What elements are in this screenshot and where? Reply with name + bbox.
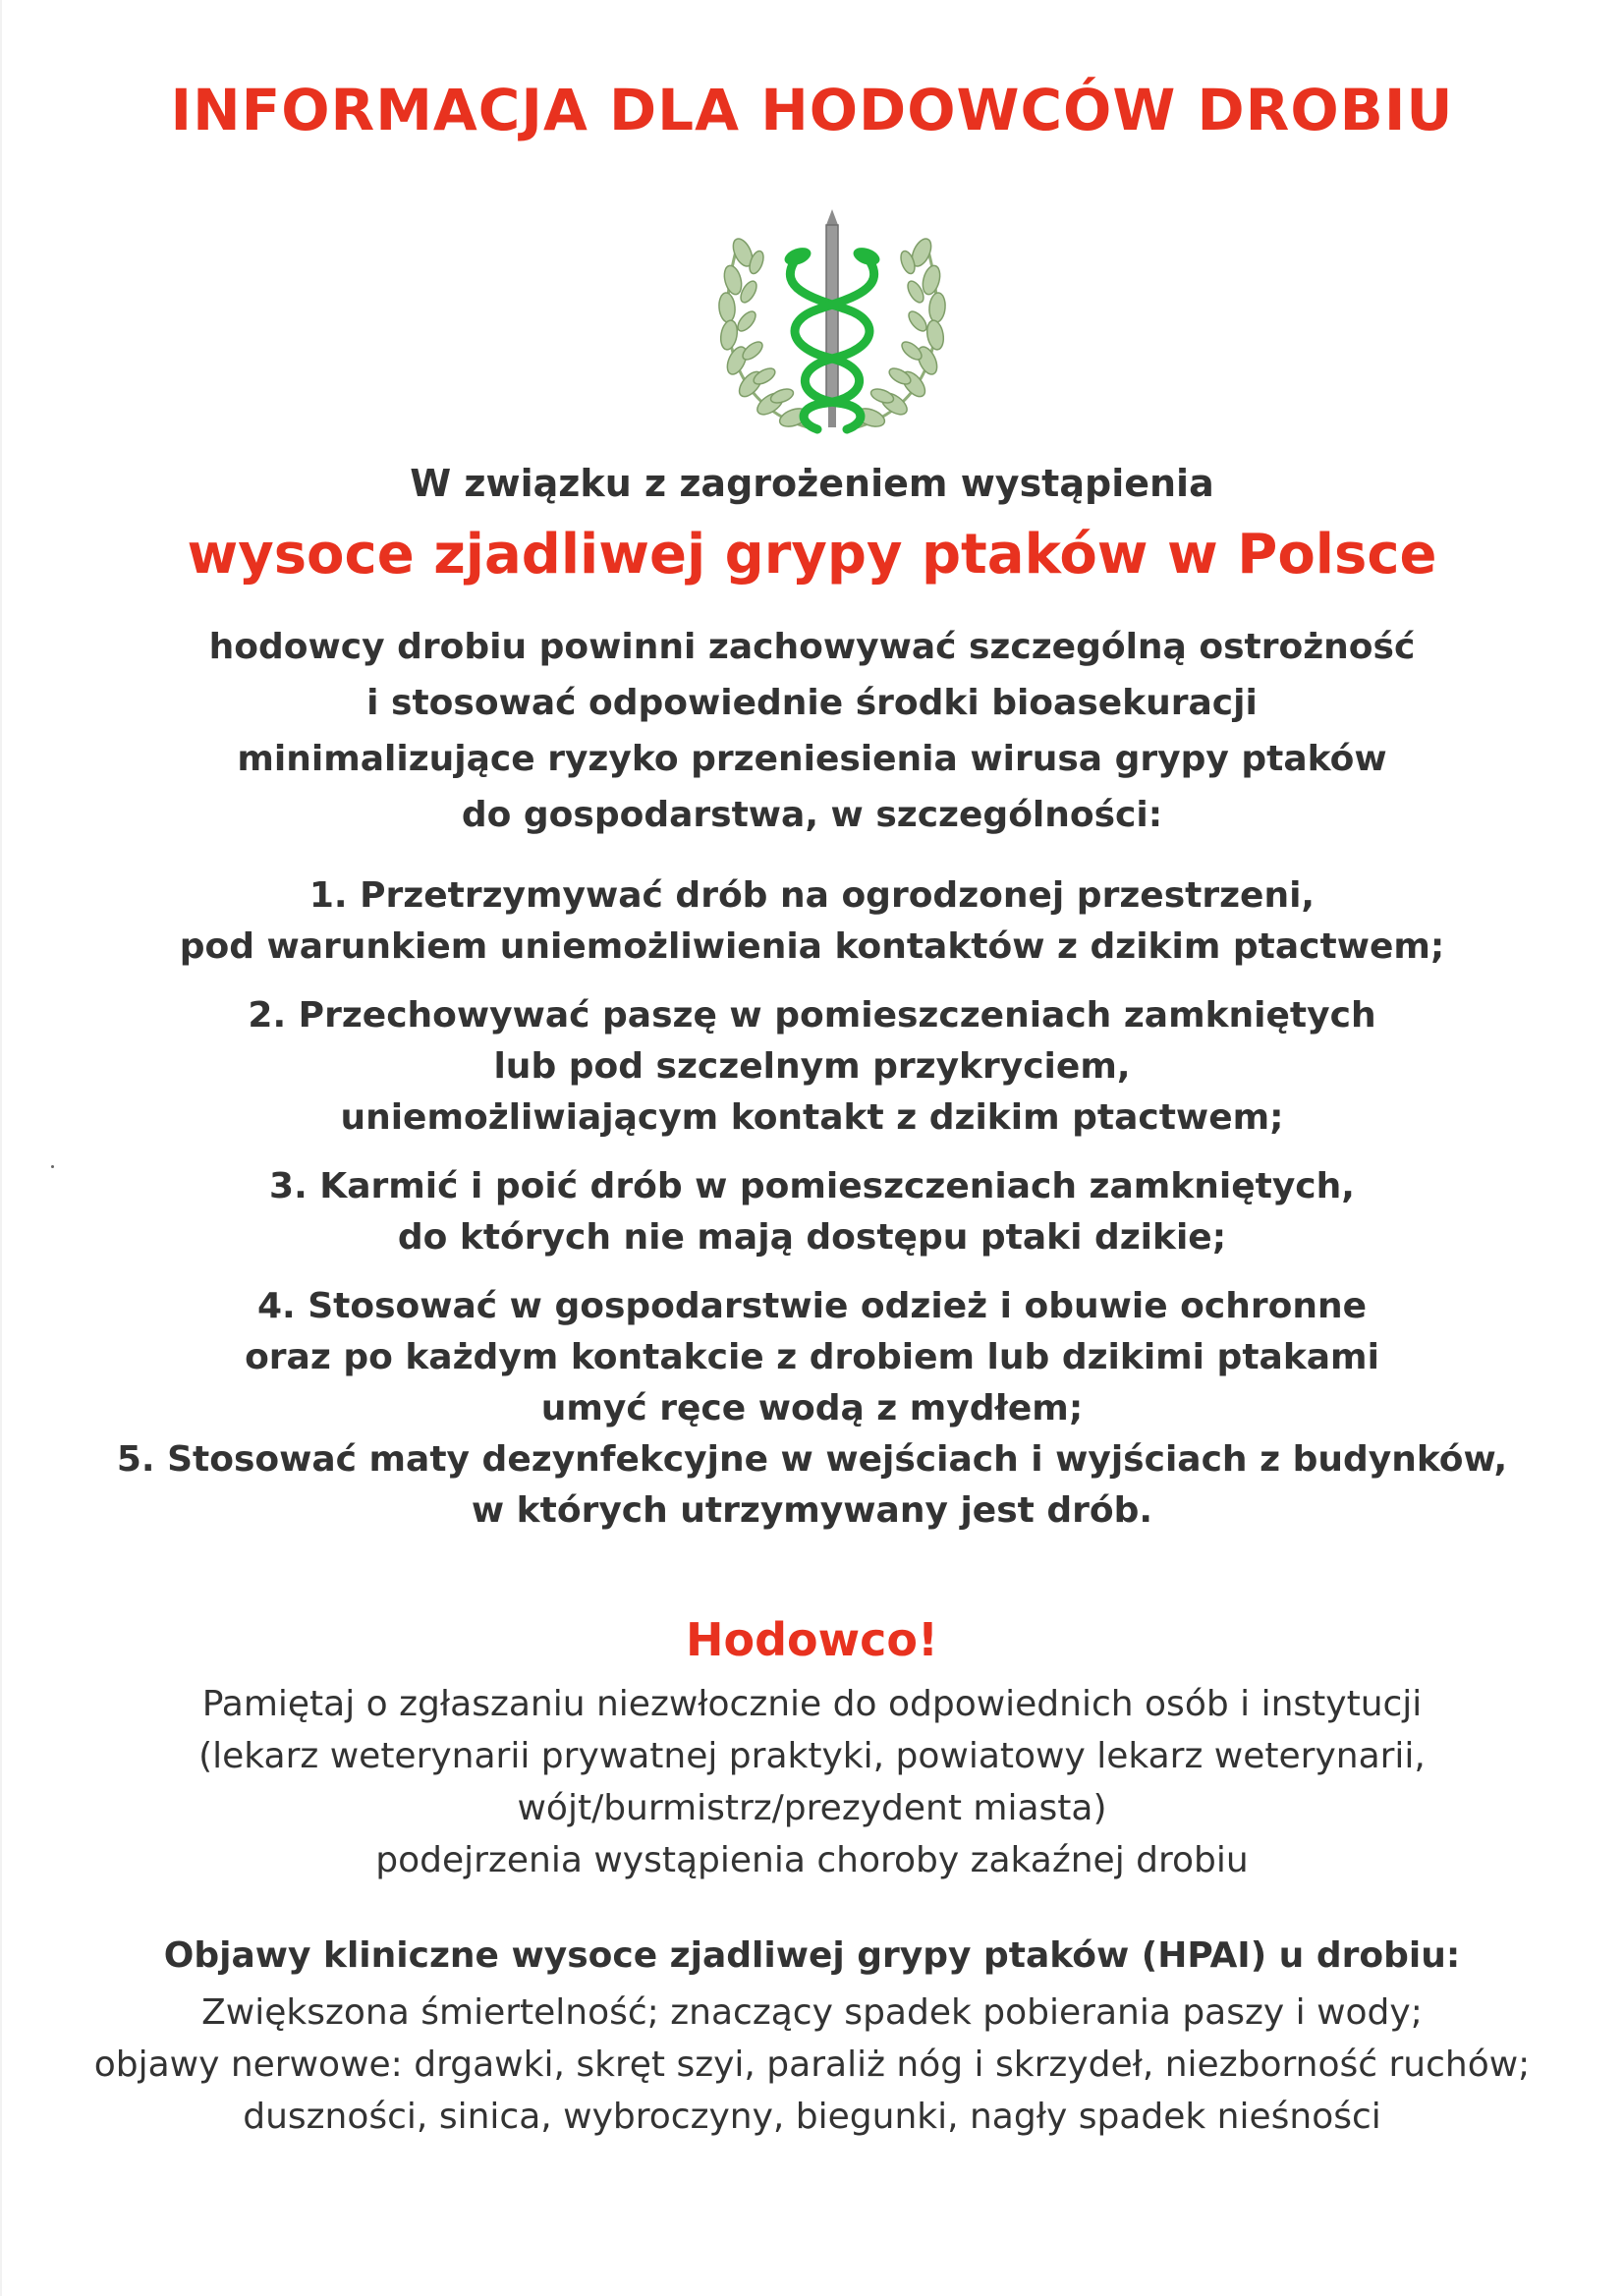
breeder-notice	[0, 1678, 1624, 1886]
rule-line: 5. Stosować maty dezynfekcyjne w wejściach i wyjściach z budynków,	[116, 1439, 1508, 1480]
biosecurity-rules-list	[0, 870, 1624, 1537]
rule-line: 4. Stosować w gospodarstwie odzież i obuwie ochronne	[256, 1286, 1368, 1326]
rule-line: umyć ręce wodą z mydłem;	[540, 1388, 1084, 1428]
rule-line: oraz po każdym kontakcie z drobiem lub dzikimi ptakami	[245, 1337, 1379, 1377]
rule-line: do których nie mają dostępu ptaki dzikie;	[397, 1217, 1227, 1258]
symptoms-line: duszności, sinica, wybroczyny, biegunki, nagły spadek nieśności	[243, 2097, 1381, 2137]
breeder-notice-line: (lekarz weterynarii prywatnej praktyki, powiatowy lekarz weterynarii,	[198, 1736, 1426, 1776]
symptoms-list	[0, 1987, 1624, 2143]
intro-line-1: W związku z zagrożeniem wystąpienia	[410, 462, 1214, 505]
caduceus-wreath-icon	[700, 201, 965, 442]
breeder-notice-line: wójt/burmistrz/prezydent miasta)	[517, 1788, 1107, 1828]
symptoms-heading: Objawy kliniczne wysoce zjadliwej grypy ptaków (HPAI) u drobiu:	[163, 1935, 1461, 1976]
rule-line: w których utrzymywany jest drób.	[471, 1490, 1153, 1531]
breeder-notice-line: podejrzenia wystąpienia choroby zakaźnej drobiu	[375, 1840, 1249, 1880]
intro-paragraph-line: i stosować odpowiednie środki bioasekuracji	[366, 683, 1258, 723]
intro-headline: wysoce zjadliwej grypy ptaków w Polsce	[187, 523, 1437, 587]
breeder-heading: Hodowco!	[686, 1613, 938, 1666]
rule-line: uniemożliwiającym kontakt z dzikim ptactwem;	[340, 1097, 1284, 1138]
rule-line: 1. Przetrzymywać drób na ogrodzonej przestrzeni,	[308, 875, 1316, 916]
intro-paragraph-line: minimalizujące ryzyko przeniesienia wirusa grypy ptaków	[237, 739, 1387, 779]
rule-item-1	[0, 870, 1624, 973]
rule-line: 3. Karmić i poić drób w pomieszczeniach zamkniętych,	[269, 1166, 1355, 1206]
rule-line: pod warunkiem uniemożliwienia kontaktów z dzikim ptactwem;	[179, 926, 1445, 967]
rule-item-2	[0, 990, 1624, 1144]
rule-line: 2. Przechowywać paszę w pomieszczeniach zamkniętych	[248, 995, 1376, 1036]
rule-item-3	[0, 1161, 1624, 1263]
symptoms-line: Zwiększona śmiertelność; znaczący spadek pobierania paszy i wody;	[201, 1992, 1423, 2033]
rule-line: lub pod szczelnym przykryciem,	[493, 1046, 1131, 1087]
intro-paragraph	[0, 619, 1624, 843]
page-title: INFORMACJA DLA HODOWCÓW DROBIU	[170, 77, 1454, 143]
symptoms-line: objawy nerwowe: drgawki, skręt szyi, paraliż nóg i skrzydeł, niezborność ruchów;	[93, 2044, 1531, 2085]
rule-item-4	[0, 1281, 1624, 1434]
rule-item-5	[0, 1434, 1624, 1537]
breeder-notice-line: Pamiętaj o zgłaszaniu niezwłocznie do odpowiednich osób i instytucji	[201, 1684, 1423, 1724]
intro-paragraph-line: do gospodarstwa, w szczególności:	[461, 795, 1163, 835]
intro-paragraph-line: hodowcy drobiu powinni zachowywać szczególną ostrożność	[208, 627, 1416, 667]
